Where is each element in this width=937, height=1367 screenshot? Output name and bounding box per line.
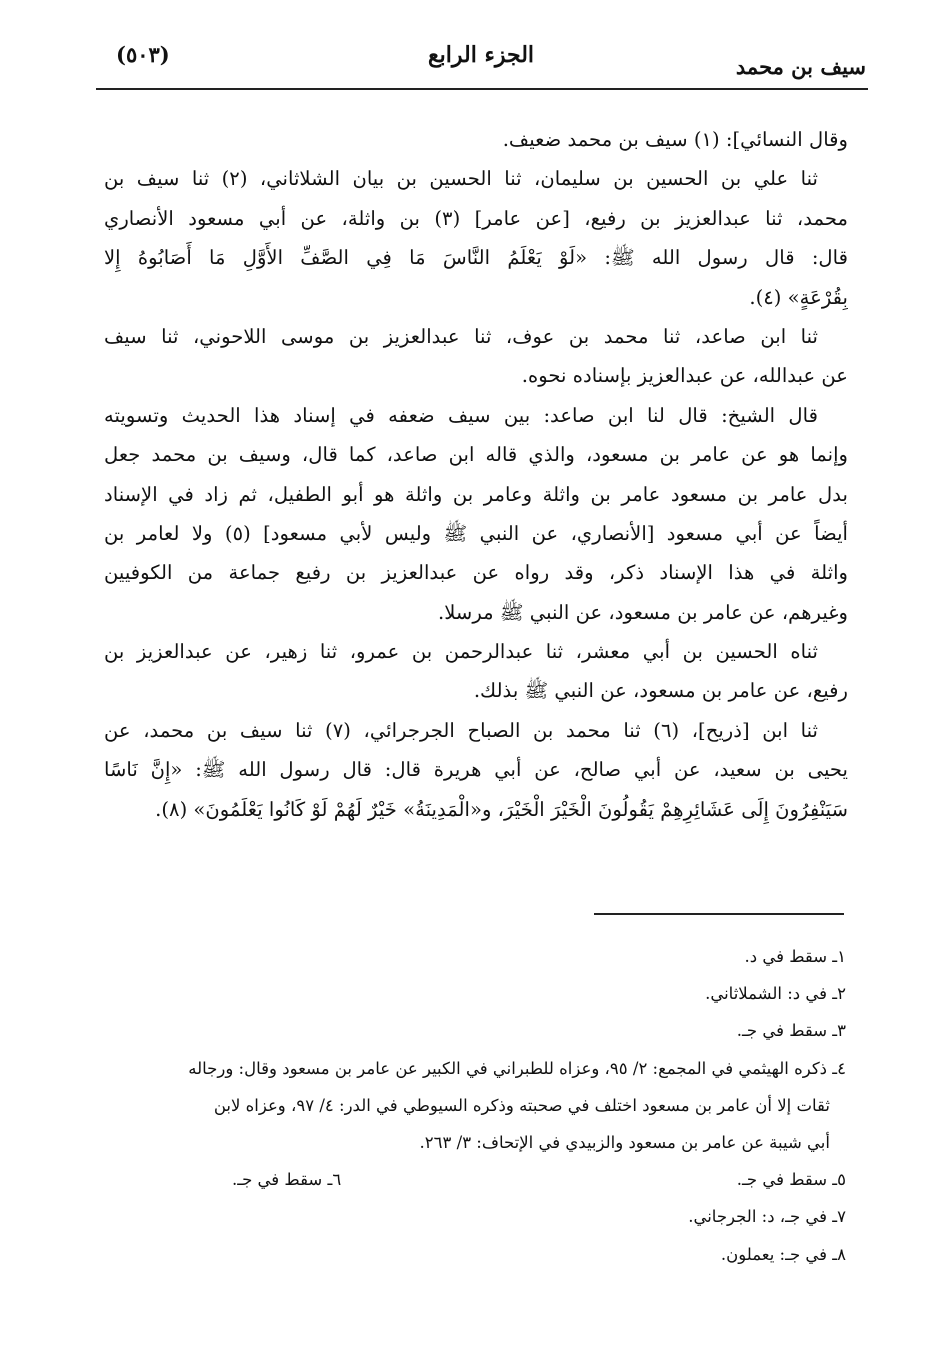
text-line: ثنا ابن [ذريح]، (٦) ثنا محمد بن الصباح الجرجرائي، (٧) ثنا سيف بن محمد، عن — [104, 718, 818, 742]
running-title: سيف بن محمد — [735, 54, 866, 79]
footnote: ٨ـ في جـ: يعملون. — [720, 1244, 846, 1264]
footnote: ٢ـ في د: الشملاثاني. — [705, 984, 846, 1004]
text-line: وغيرهم، عن عامر بن مسعود، عن النبي ﷺ مرسلا. — [438, 600, 848, 624]
text-line: قال: قال رسول الله ﷺ: «لَوْ يَعْلَمُ النَّاسَ مَا فِي الصَّفِّ الأَوَّلِ مَا أَصَابُوهُ إِلا — [104, 246, 848, 270]
text-line: محمد، ثنا عبدالعزيز بن رفيع، [عن عامر] (٣) بن واثلة، عن أبي مسعود الأنصاري — [104, 206, 848, 230]
text-line: يحيى بن سعيد، عن أبي صالح، عن أبي هريرة قال: قال رسول الله ﷺ: «إِنَّ نَاسًا — [104, 758, 848, 782]
main-text — [104, 120, 848, 829]
footnote: ١ـ سقط في د. — [744, 947, 846, 966]
text-line: قال الشيخ: قال لنا ابن صاعد: بين سيف ضعفه في إسناد هذا الحديث وتسويته — [104, 403, 818, 427]
footnote: ٣ـ سقط في جـ. — [736, 1021, 846, 1041]
footnote: ٦ـ سقط في جـ. — [232, 1170, 342, 1190]
text-line: وإنما هو عن عامر بن مسعود، والذي قاله ابن صاعد، كما قال، وسيف بن محمد جعل — [104, 443, 848, 467]
text-line: رفيع، عن عامر بن مسعود، عن النبي ﷺ بذلك. — [473, 679, 848, 703]
volume-title: الجزء الرابع — [427, 42, 535, 68]
text-line: بِقُرْعَةٍ» (٤). — [749, 285, 848, 309]
footnote: ٥ـ سقط في جـ. — [736, 1170, 846, 1190]
footnote-pair — [94, 1161, 846, 1198]
page-number: (٥٠٣) — [116, 42, 170, 67]
text-line: ثنا علي بن الحسين بن سليمان، ثنا الحسين بن بيان الشلاثاني، (٢) ثنا سيف بن — [104, 167, 818, 191]
text-line: عن عبدالله، عن عبدالعزيز بإسناده نحوه. — [521, 364, 848, 388]
text-line: واثلة في هذا الإسناد ذكر، وقد رواه عن عبدالعزيز بن رفيع جماعة من الكوفيين — [104, 561, 848, 585]
footnotes — [94, 938, 846, 1273]
text-line: أيضاً عن أبي مسعود [الأنصاري، عن النبي ﷺ وليس لأبي مسعود] (٥) ولا لعامر بن — [104, 521, 848, 545]
footnote-continuation: ثقات إلا أن عامر بن مسعود اختلف في صحبته وذكره السيوطي في الدر: ٤/ ٩٧، وعزاه لابن — [213, 1095, 830, 1115]
text-line: وقال النسائي]: (١) سيف بن محمد ضعيف. — [502, 128, 848, 151]
page-header — [96, 36, 866, 79]
text-line: ثنا ابن صاعد، ثنا محمد بن عوف، ثنا عبدالعزيز بن موسى اللاحوني، ثنا سيف — [104, 324, 818, 348]
footnote-divider — [594, 913, 844, 915]
header-divider — [96, 88, 868, 90]
footnote: ٧ـ في جـ، د: الجرجاني. — [688, 1207, 846, 1227]
footnote-continuation: أبي شيبة عن عامر بن مسعود والزبيدي في الإتحاف: ٣/ ٢٦٣. — [419, 1132, 830, 1152]
text-line: بدل عامر بن مسعود عامر بن واثلة وعامر بن واثلة هو أبو الطفيل، ثم زاد في الإسناد — [104, 482, 848, 506]
text-line: ثناه الحسين بن أبي معشر، ثنا عبدالرحمن بن عمرو، ثنا زهير، عن عبدالعزيز بن — [104, 640, 818, 664]
text-line: سَيَنْفِرُونَ إِلَى عَشَائِرِهِمْ يَقُولُونَ الْخَيْرَ الْخَيْرَ، و«الْمَدِينَةُ» خَيْرٌ لَهُمْ لَوْ كَانُوا يَعْلَمُونَ» (٨). — [155, 797, 848, 821]
footnote: ٤ـ ذكره الهيثمي في المجمع: ٢/ ٩٥، وعزاه للطبراني في الكبير عن عامر بن مسعود وقال: ورجاله — [188, 1058, 846, 1078]
